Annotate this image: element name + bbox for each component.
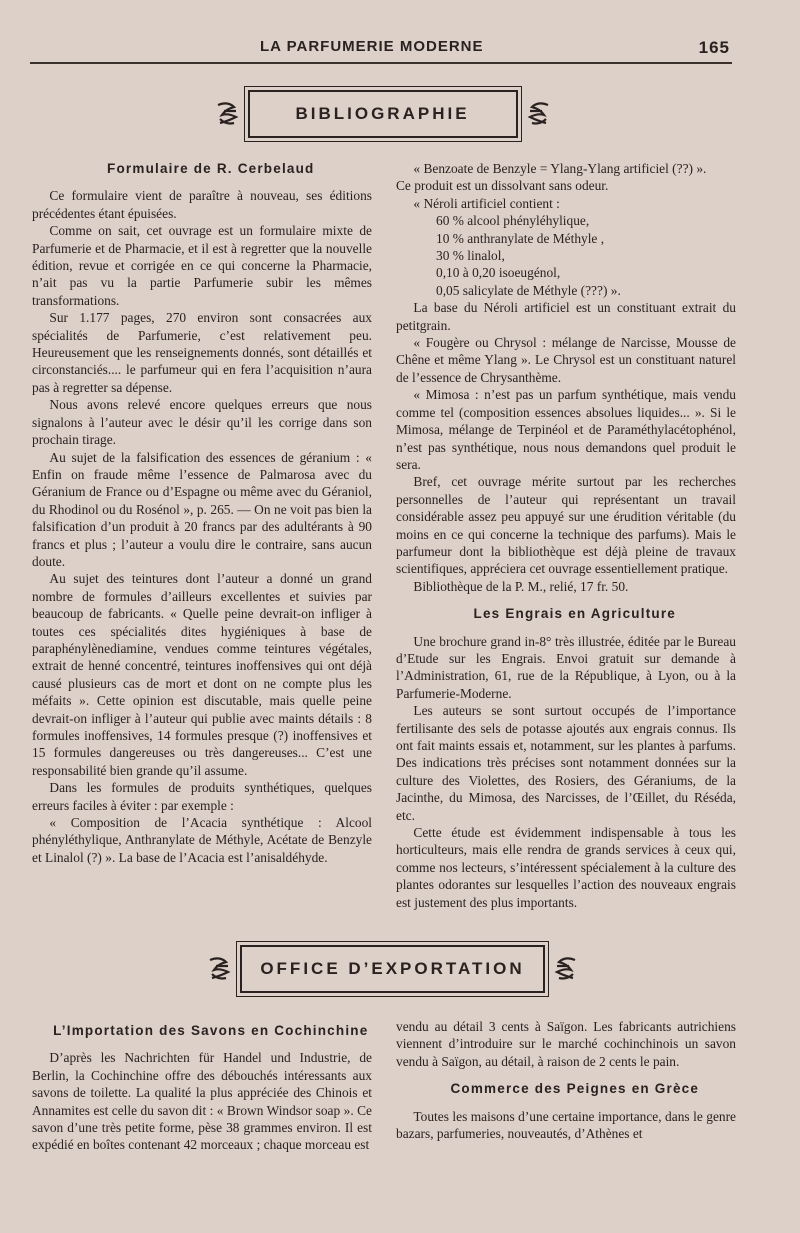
exportation-left-column xyxy=(32,1022,372,1154)
paragraph: La base du Néroli artificiel est un constituant extrait du petitgrain. xyxy=(396,300,736,333)
right-ornament-icon xyxy=(553,954,579,984)
exportation-right-column xyxy=(396,1018,736,1142)
paragraph: Bref, cet ouvrage mérite surtout par les recherches personnelles de l’auteur qui représentant un travail considérable assez peu appuyé sur une érudition véritable (du moins en ce qui concerne la technique des parfums). Mais le parfumeur dont la bibliothèque est déjà pleine de travaux scientifiques, appréciera cet ouvrage essentiellement pratique. xyxy=(396,474,736,577)
paragraph: Toutes les maisons d’une certaine importance, dans le genre bazars, parfumeries, nouveautés, d’Athènes et xyxy=(396,1108,736,1142)
paragraph: Ce produit est un dissolvant sans odeur. xyxy=(396,178,609,194)
running-head xyxy=(30,38,730,58)
section-title-box xyxy=(240,945,545,993)
paragraph: Sur 1.177 pages, 270 environ sont consacrées aux spécialités de Parfumerie, c’est relativement peu. Heureusement que les renseignements donnés, sont détaillés et circonstanciés.... le parfumeur qui en fera l’acquisition n’aura pas à regretter sa dépense. xyxy=(32,310,372,395)
section-title: OFFICE D’EXPORTATION xyxy=(260,959,525,978)
list-item: 60 % alcool phényléhylique, xyxy=(436,213,590,229)
list-item: 0,05 salicylate de Méthyle (???) ». xyxy=(436,282,621,298)
paragraph: Au sujet des teintures dont l’auteur a donné un grand nombre de formules d’ailleurs excellentes et suivies par beaucoup de fabricants. « Quelle peine devrait-on infliger à toutes ces spécialités dites hygiéniques à base de paraphénylènediamine, vendues comme teintures végétales, extrait de henné concentré, teintures inoffensives qui ont déjà causé plusieurs cas de mort et dont on ne compte plus les méfaits ». Cette opinion est discutable, mais quelle peine devrait-on infliger à l’auteur qui publie avec maints détails : 8 formules inoffensives, 14 formules presque (?) inoffensives et 15 formules dangereuses ou très dangereuses... C’est une responsabilité bien grande qu’il assume. xyxy=(32,571,372,778)
article-heading-peignes: Commerce des Peignes en Grèce xyxy=(450,1081,700,1097)
office-exportation-banner xyxy=(200,945,585,993)
section-title: BIBLIOGRAPHIE xyxy=(295,104,470,123)
paragraph: Les auteurs se sont surtout occupés de l’importance fertilisante des sels de potasse ajoutés aux engrais connus. Ils ont fait maints essais et, notamment, sur les plantes à parfums. Des indications très précises sont notamment données sur la culture des Violettes, des Rosiers, des Géraniums, de la Jacinthe, du Mimosa, des Narcisses, de l’Œillet, du Réséda, etc. xyxy=(396,703,736,823)
bibliographie-right-column xyxy=(396,160,736,911)
paragraph: « Fougère ou Chrysol : mélange de Narcisse, Mousse de Chêne et même Ylang ». Le Chrysol est un constituant naturel de l’essence de Chrysanthème. xyxy=(396,335,736,385)
paragraph: vendu au détail 3 cents à Saïgon. Les fabricants autrichiens viennent d’introduire sur le marché cochinchinois un savon vendu à Saïgon, au détail, à raison de 2 cents le pain. xyxy=(396,1019,736,1069)
paragraph: Comme on sait, cet ouvrage est un formulaire mixte de Parfumerie et de Pharmacie, et il est à regretter que la nouvelle édition, revue et corrigée en ce qui concerne la Pharmacie, n’ait pas vu la partie Parfumerie subir les mêmes transformations. xyxy=(32,223,372,308)
paragraph: D’après les Nachrichten für Handel und Industrie, de Berlin, la Cochinchine offre des débouchés intéressants aux savons de toilette. La qualité la plus appréciée des Chinois et Annamites est celle du savon dit : « Brown Windsor soap ». Ce savon d’une très petite forme, pèse 38 grammes environ. Il est expédié en boîtes contenant 42 morceaux ; chaque morceau est xyxy=(32,1050,372,1153)
paragraph: Une brochure grand in-8° très illustrée, éditée par le Bureau d’Etude sur les Engrais. Envoi gratuit sur demande à l’Administration, 61, rue de la République, à Lyon, ou à la Parfumerie-Moderne. xyxy=(396,633,736,701)
section-title-box xyxy=(248,90,518,138)
paragraph: Ce formulaire vient de paraître à nouveau, ses éditions précédentes étant épuisées. xyxy=(32,188,372,221)
list-item: 0,10 à 0,20 isoeugénol, xyxy=(436,265,561,281)
paragraph: « Composition de l’Acacia synthétique : Alcool phényléthylique, Anthranylate de Méthyle, Acétate de Benzyle et Linalol (?) ». La base de l’Acacia est l’anisaldéhyde. xyxy=(32,815,372,865)
article-heading-engrais: Les Engrais en Agriculture xyxy=(473,606,677,622)
paragraph: Bibliothèque de la P. M., relié, 17 fr. 50. xyxy=(413,578,629,594)
journal-title: LA PARFUMERIE MODERNE xyxy=(260,38,484,55)
paragraph: Dans les formules de produits synthétiques, quelques erreurs faciles à éviter : par exemple : xyxy=(32,780,372,813)
article-heading-formulaire: Formulaire de R. Cerbelaud xyxy=(107,161,315,176)
left-ornament-icon xyxy=(206,954,232,984)
list-item: 10 % anthranylate de Méthyle , xyxy=(436,230,605,246)
article-heading-savons: L’Importation des Savons en Cochinchine xyxy=(53,1023,369,1038)
paragraph: « Néroli artificiel contient : xyxy=(413,195,560,211)
left-ornament-icon xyxy=(214,99,240,129)
paragraph: Nous avons relevé encore quelques erreurs que nous signalons à l’auteur avec le désir qu’il les corrige dans son prochain tirage. xyxy=(32,397,372,448)
list-item: 30 % linalol, xyxy=(436,248,505,264)
paragraph: Au sujet de la falsification des essences de géranium : « Enfin on fraude même l’essence de Palmarosa avec du Géranium de France ou d’Espagne ou même avec du Géraniol, du Rhodinol ou du Rosénol », p. 265. — On ne voit pas bien la falsification d’un produit à 20 francs par des adultérants à 90 francs et plus ; l’auteur a voulu dire le contraire, sans aucun doute. xyxy=(32,449,372,569)
header-rule xyxy=(30,62,732,64)
paragraph: « Mimosa : n’est pas un parfum synthétique, mais vendu comme tel (composition essences absolues liquides... ». Si le Mimosa, mélange de Terpinéol et de Paraméthylacétophénol, n’est pas synthétique, nous nous demandons quel produit le sera. xyxy=(396,387,736,472)
paragraph: Cette étude est évidemment indispensable à tous les horticulteurs, mais elle rendra de grands services à ceux qui, comme nos lecteurs, s’intéressent spécialement à la culture des plantes odorantes sur lesquelles l’action des nouveaux engrais est justement des plus importants. xyxy=(396,825,736,910)
bibliographie-left-column xyxy=(32,160,372,866)
page-number: 165 xyxy=(698,38,730,57)
bibliographie-banner xyxy=(210,90,555,138)
right-ornament-icon xyxy=(526,99,552,129)
paragraph: « Benzoate de Benzyle = Ylang-Ylang artificiel (??) ». xyxy=(413,161,707,176)
